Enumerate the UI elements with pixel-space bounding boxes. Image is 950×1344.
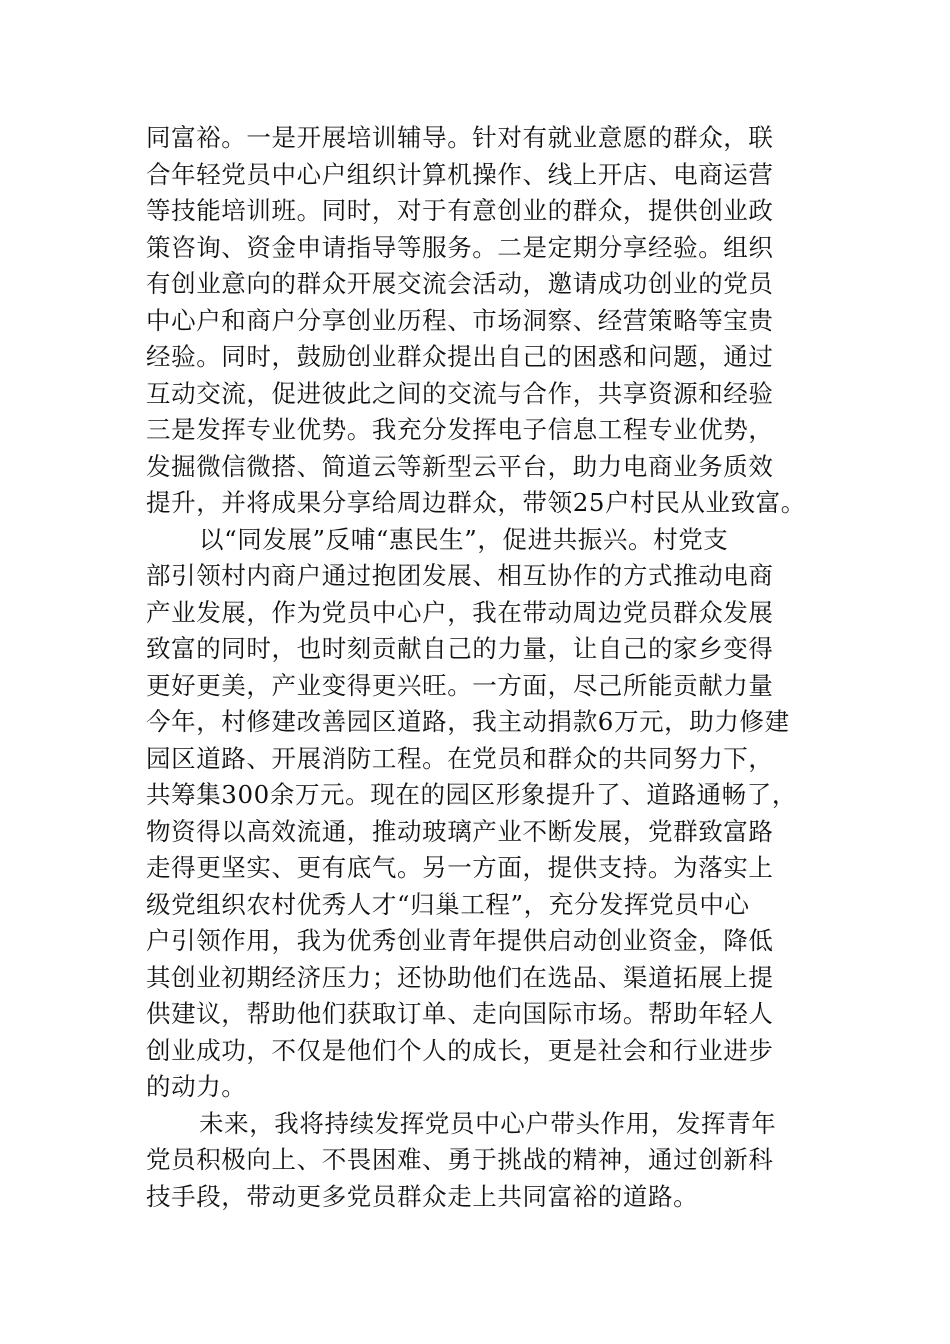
text-line: 技手段，带动更多党员群众走上共同富裕的道路。 — [146, 1181, 699, 1211]
text-line: 提升，并将成果分享给周边群众，带领25户村民从业致富。 — [146, 488, 806, 517]
text-line: 物资得以高效流通，推动玻璃产业不断发展，党群致富路 — [146, 816, 774, 846]
text-line: 共筹集300余万元。现在的园区形象提升了、道路通畅了， — [146, 780, 797, 809]
text-line: 部引领村内商户通过抱团发展、相互协作的方式推动电商 — [146, 561, 774, 590]
text-line: 合年轻党员中心户组织计算机操作、线上开店、电商运营 — [146, 159, 774, 189]
text-line: 有创业意向的群众开展交流会活动，邀请成功创业的党员 — [146, 269, 774, 298]
text-line: 经验。同时，鼓励创业群众提出自己的困惑和问题，通过 — [146, 342, 774, 371]
text-line: 更好更美，产业变得更兴旺。一方面，尽己所能贡献力量 — [146, 670, 774, 700]
text-line: 三是发挥专业优势。我充分发挥电子信息工程专业优势， — [146, 415, 774, 444]
text-line: 级党组织农村优秀人才“归巢工程”，充分发挥党员中心 — [146, 889, 750, 919]
text-line: 同富裕。一是开展培训辅导。针对有就业意愿的群众，联 — [146, 123, 774, 152]
text-line: 党员积极向上、不畏困难、勇于挑战的精神，通过创新科 — [146, 1145, 774, 1174]
text-line: 产业发展，作为党员中心户，我在带动周边党员群众发展 — [146, 597, 774, 627]
text-line: 中心户和商户分享创业历程、市场洞察、经营策略等宝贵 — [146, 305, 774, 335]
text-line: 等技能培训班。同时，对于有意创业的群众，提供创业政 — [146, 196, 774, 225]
body-text — [146, 120, 806, 1215]
text-line: 创业成功，不仅是他们个人的成长，更是社会和行业进步 — [146, 1035, 774, 1065]
text-line: 致富的同时，也时刻贡献自己的力量，让自己的家乡变得 — [146, 634, 774, 663]
text-line: 供建议，帮助他们获取订单、走向国际市场。帮助年轻人 — [146, 999, 774, 1028]
text-line: 今年，村修建改善园区道路，我主动捐款6万元，助力修建 — [146, 707, 790, 736]
text-line: 互动交流，促进彼此之间的交流与合作，共享资源和经验 — [146, 378, 774, 408]
paragraph-start-line: 以“同发展”反哺“惠民生”，促进共振兴。村党支 — [199, 524, 729, 554]
text-line: 园区道路、开展消防工程。在党员和群众的共同努力下， — [146, 743, 774, 773]
paragraph-start-line: 未来，我将持续发挥党员中心户带头作用，发挥青年 — [199, 1108, 777, 1138]
text-line: 户引领作用，我为优秀创业青年提供启动创业资金，降低 — [146, 926, 774, 955]
text-line: 走得更坚实、更有底气。另一方面，提供支持。为落实上 — [146, 853, 774, 882]
text-line: 的动力。 — [146, 1072, 247, 1101]
text-line: 策咨询、资金申请指导等服务。二是定期分享经验。组织 — [146, 232, 774, 262]
text-line: 其创业初期经济压力；还协助他们在选品、渠道拓展上提 — [146, 962, 774, 992]
text-line: 发掘微信微搭、简道云等新型云平台，助力电商业务质效 — [146, 451, 774, 481]
